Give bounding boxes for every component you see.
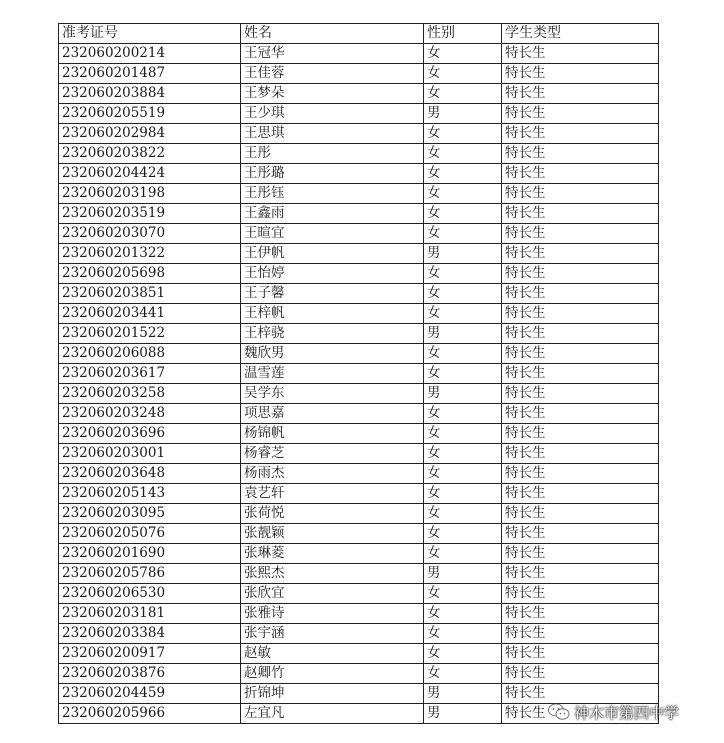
cell-name: 张琳菱 — [241, 544, 424, 564]
cell-gender: 女 — [424, 304, 502, 324]
cell-name: 王冠华 — [241, 44, 424, 64]
cell-student-type: 特长生 — [502, 644, 659, 664]
cell-exam-id: 232060204459 — [59, 684, 241, 704]
table-row — [59, 44, 659, 64]
cell-gender: 女 — [424, 44, 502, 64]
cell-name: 王梓帆 — [241, 304, 424, 324]
cell-exam-id: 232060204424 — [59, 164, 241, 184]
cell-name: 王子馨 — [241, 284, 424, 304]
cell-student-type: 特长生 — [502, 244, 659, 264]
cell-student-type: 特长生 — [502, 484, 659, 504]
cell-exam-id: 232060203198 — [59, 184, 241, 204]
table-row — [59, 84, 659, 104]
cell-gender: 女 — [424, 664, 502, 684]
table-row — [59, 564, 659, 584]
watermark — [548, 700, 679, 724]
table-row — [59, 464, 659, 484]
cell-name: 温雪莲 — [241, 364, 424, 384]
cell-student-type: 特长生 — [502, 204, 659, 224]
cell-name: 杨睿芝 — [241, 444, 424, 464]
watermark-text: 神木市第四中学 — [574, 703, 680, 722]
table-row — [59, 444, 659, 464]
cell-exam-id: 232060203181 — [59, 604, 241, 624]
cell-gender: 女 — [424, 584, 502, 604]
cell-name: 王怡婷 — [241, 264, 424, 284]
cell-gender: 女 — [424, 624, 502, 644]
cell-student-type: 特长生 — [502, 524, 659, 544]
cell-name: 杨雨杰 — [241, 464, 424, 484]
cell-exam-id: 232060203519 — [59, 204, 241, 224]
cell-student-type: 特长生 — [502, 424, 659, 444]
cell-gender: 男 — [424, 564, 502, 584]
cell-exam-id: 232060201690 — [59, 544, 241, 564]
cell-exam-id: 232060203696 — [59, 424, 241, 444]
cell-student-type: 特长生 — [502, 324, 659, 344]
cell-gender: 女 — [424, 84, 502, 104]
cell-student-type: 特长生 — [502, 184, 659, 204]
cell-gender: 女 — [424, 344, 502, 364]
cell-exam-id: 232060205143 — [59, 484, 241, 504]
cell-gender: 男 — [424, 324, 502, 344]
cell-gender: 女 — [424, 504, 502, 524]
cell-name: 张熙杰 — [241, 564, 424, 584]
cell-exam-id: 232060203070 — [59, 224, 241, 244]
table-row — [59, 364, 659, 384]
cell-name: 张欣宜 — [241, 584, 424, 604]
cell-name: 王梓骁 — [241, 324, 424, 344]
cell-name: 项思嘉 — [241, 404, 424, 424]
cell-student-type: 特长生 — [502, 44, 659, 64]
cell-gender: 女 — [424, 284, 502, 304]
cell-exam-id: 232060206530 — [59, 584, 241, 604]
cell-name: 王彤 — [241, 144, 424, 164]
cell-student-type: 特长生 — [502, 264, 659, 284]
cell-student-type: 特长生 — [502, 604, 659, 624]
cell-gender: 女 — [424, 64, 502, 84]
cell-gender: 女 — [424, 544, 502, 564]
cell-name: 折锦坤 — [241, 684, 424, 704]
cell-exam-id: 232060206088 — [59, 344, 241, 364]
cell-student-type: 特长生 — [502, 684, 659, 704]
cell-name: 王彤璐 — [241, 164, 424, 184]
cell-exam-id: 232060205076 — [59, 524, 241, 544]
cell-name: 王鑫雨 — [241, 204, 424, 224]
cell-name: 王伊帆 — [241, 244, 424, 264]
cell-exam-id: 232060203258 — [59, 384, 241, 404]
cell-gender: 女 — [424, 444, 502, 464]
student-list-sheet — [58, 23, 658, 724]
cell-name: 张靓颖 — [241, 524, 424, 544]
cell-exam-id: 232060203876 — [59, 664, 241, 684]
table-row — [59, 664, 659, 684]
cell-student-type: 特长生 — [502, 104, 659, 124]
cell-student-type: 特长生 — [502, 504, 659, 524]
cell-exam-id: 232060203095 — [59, 504, 241, 524]
table-row — [59, 324, 659, 344]
table-row — [59, 484, 659, 504]
cell-gender: 女 — [424, 204, 502, 224]
cell-name: 王暄宜 — [241, 224, 424, 244]
cell-gender: 男 — [424, 104, 502, 124]
cell-exam-id: 232060202984 — [59, 124, 241, 144]
cell-name: 张雅诗 — [241, 604, 424, 624]
cell-name: 吴学东 — [241, 384, 424, 404]
table-row — [59, 424, 659, 444]
cell-student-type: 特长生 — [502, 304, 659, 324]
cell-student-type: 特长生 — [502, 224, 659, 244]
table-row — [59, 544, 659, 564]
cell-exam-id: 232060203648 — [59, 464, 241, 484]
table-row — [59, 344, 659, 364]
header-name: 姓名 — [241, 24, 424, 44]
cell-student-type: 特长生 — [502, 84, 659, 104]
cell-gender: 男 — [424, 384, 502, 404]
cell-gender: 女 — [424, 604, 502, 624]
cell-gender: 男 — [424, 704, 502, 724]
cell-gender: 女 — [424, 264, 502, 284]
table-row — [59, 584, 659, 604]
cell-name: 魏欣男 — [241, 344, 424, 364]
cell-exam-id: 232060201322 — [59, 244, 241, 264]
student-table — [58, 23, 659, 724]
cell-gender: 女 — [424, 484, 502, 504]
cell-exam-id: 232060205698 — [59, 264, 241, 284]
table-row — [59, 64, 659, 84]
cell-student-type: 特长生 — [502, 344, 659, 364]
table-row — [59, 264, 659, 284]
cell-exam-id: 232060205786 — [59, 564, 241, 584]
cell-gender: 男 — [424, 684, 502, 704]
cell-name: 王佳蓉 — [241, 64, 424, 84]
cell-exam-id: 232060203248 — [59, 404, 241, 424]
cell-student-type: 特长生 — [502, 664, 659, 684]
cell-student-type: 特长生 — [502, 584, 659, 604]
cell-exam-id: 232060203001 — [59, 444, 241, 464]
table-row — [59, 144, 659, 164]
cell-student-type: 特长生 — [502, 464, 659, 484]
cell-exam-id: 232060203384 — [59, 624, 241, 644]
cell-student-type: 特长生 — [502, 64, 659, 84]
cell-gender: 女 — [424, 464, 502, 484]
cell-student-type: 特长生 — [502, 404, 659, 424]
header-gender: 性别 — [424, 24, 502, 44]
cell-name: 张荷悦 — [241, 504, 424, 524]
table-row — [59, 604, 659, 624]
table-row — [59, 244, 659, 264]
cell-exam-id: 232060200917 — [59, 644, 241, 664]
cell-student-type: 特长生 — [502, 624, 659, 644]
cell-name: 王少琪 — [241, 104, 424, 124]
table-row — [59, 524, 659, 544]
table-body — [59, 44, 659, 724]
cell-gender: 男 — [424, 244, 502, 264]
table-row — [59, 204, 659, 224]
table-row — [59, 504, 659, 524]
cell-gender: 女 — [424, 164, 502, 184]
table-row — [59, 224, 659, 244]
table-row — [59, 384, 659, 404]
cell-student-type: 特长生 — [502, 284, 659, 304]
cell-exam-id: 232060205519 — [59, 104, 241, 124]
cell-student-type: 特长生 — [502, 704, 659, 724]
cell-exam-id: 232060203851 — [59, 284, 241, 304]
cell-exam-id: 232060203617 — [59, 364, 241, 384]
cell-exam-id: 232060200214 — [59, 44, 241, 64]
cell-name: 王彤钰 — [241, 184, 424, 204]
table-row — [59, 284, 659, 304]
cell-gender: 女 — [424, 224, 502, 244]
cell-name: 张宇涵 — [241, 624, 424, 644]
cell-student-type: 特长生 — [502, 564, 659, 584]
cell-name: 王思琪 — [241, 124, 424, 144]
table-header-row — [59, 24, 659, 44]
cell-student-type: 特长生 — [502, 444, 659, 464]
wechat-icon — [548, 703, 570, 721]
table-row — [59, 644, 659, 664]
cell-name: 杨锦帆 — [241, 424, 424, 444]
cell-student-type: 特长生 — [502, 364, 659, 384]
table-row — [59, 104, 659, 124]
cell-gender: 女 — [424, 424, 502, 444]
cell-name: 左宜凡 — [241, 704, 424, 724]
cell-gender: 女 — [424, 524, 502, 544]
table-row — [59, 184, 659, 204]
cell-student-type: 特长生 — [502, 124, 659, 144]
cell-student-type: 特长生 — [502, 144, 659, 164]
cell-name: 赵卿竹 — [241, 664, 424, 684]
cell-gender: 女 — [424, 364, 502, 384]
cell-name: 王梦朵 — [241, 84, 424, 104]
cell-student-type: 特长生 — [502, 544, 659, 564]
cell-exam-id: 232060205966 — [59, 704, 241, 724]
table-row — [59, 304, 659, 324]
cell-exam-id: 232060201522 — [59, 324, 241, 344]
table-row — [59, 404, 659, 424]
cell-name: 赵敏 — [241, 644, 424, 664]
table-row — [59, 164, 659, 184]
cell-exam-id: 232060203822 — [59, 144, 241, 164]
cell-exam-id: 232060203441 — [59, 304, 241, 324]
cell-student-type: 特长生 — [502, 164, 659, 184]
cell-gender: 女 — [424, 404, 502, 424]
cell-gender: 女 — [424, 144, 502, 164]
cell-exam-id: 232060201487 — [59, 64, 241, 84]
cell-name: 袁艺轩 — [241, 484, 424, 504]
cell-student-type: 特长生 — [502, 384, 659, 404]
header-student-type: 学生类型 — [502, 24, 659, 44]
table-row — [59, 624, 659, 644]
header-exam-id: 准考证号 — [59, 24, 241, 44]
cell-exam-id: 232060203884 — [59, 84, 241, 104]
table-row — [59, 124, 659, 144]
cell-gender: 女 — [424, 124, 502, 144]
cell-gender: 女 — [424, 644, 502, 664]
cell-gender: 女 — [424, 184, 502, 204]
